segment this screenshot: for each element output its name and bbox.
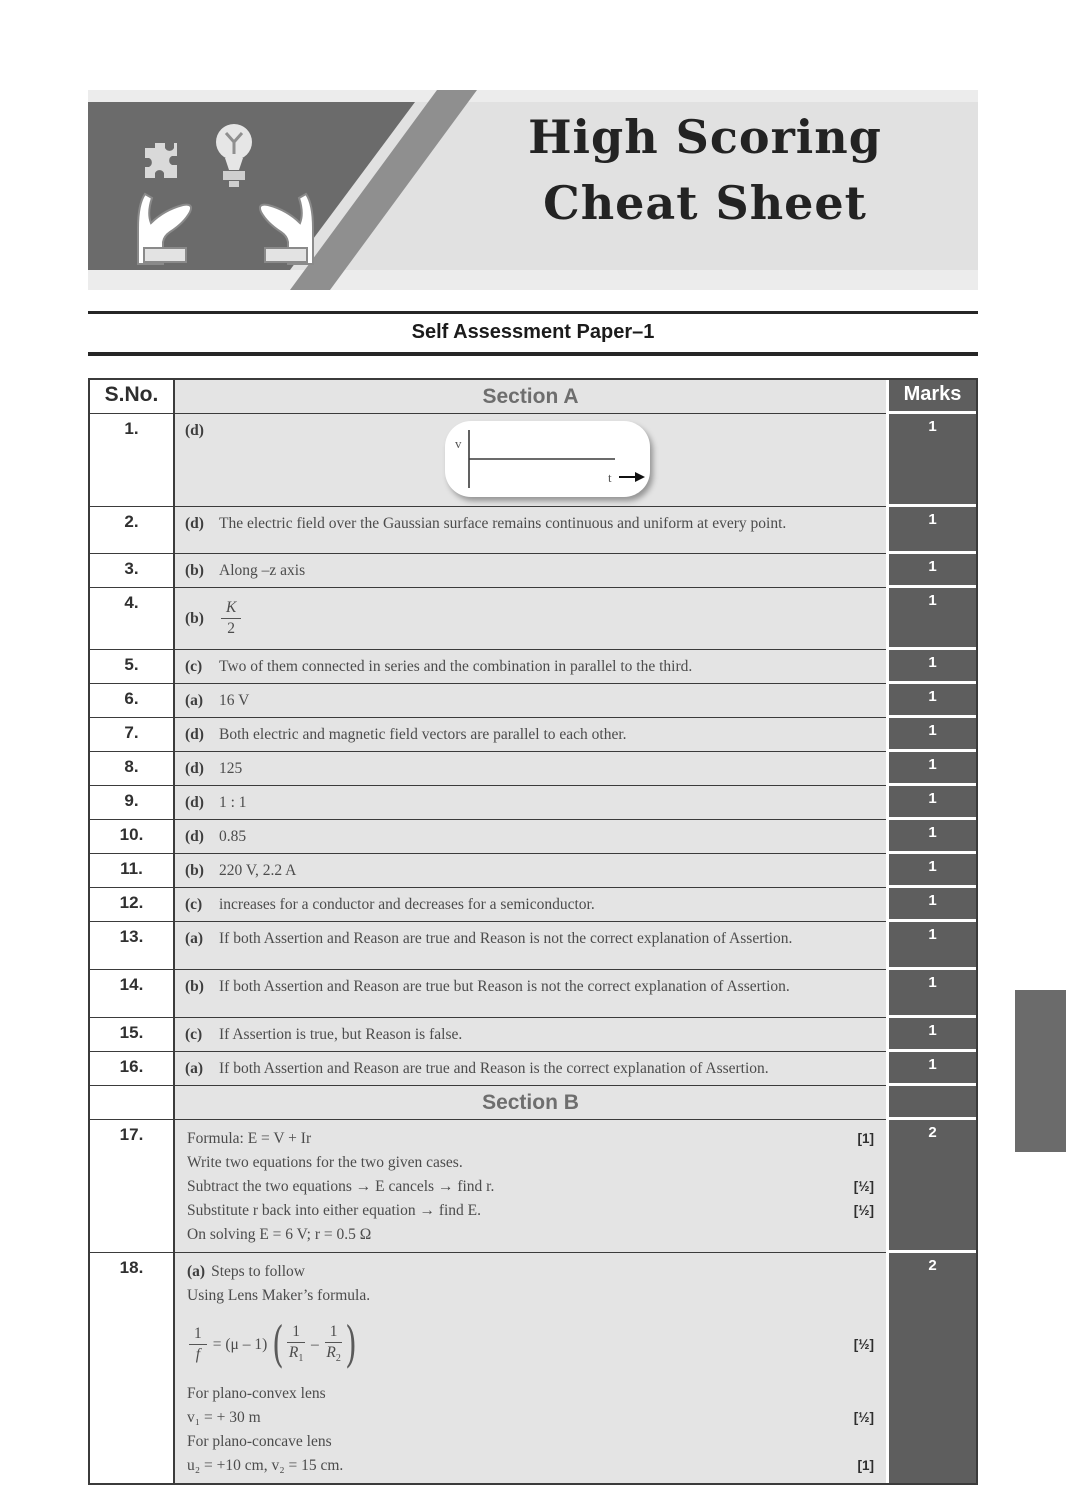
answer-text: Along –z axis [219,562,306,579]
answer-text: Both electric and magnetic field vectors are parallel to each other. [219,726,627,743]
answer-cell [175,970,886,1018]
answer-text: If both Assertion and Reason are true and Reason is the correct explanation of Assertion. [219,1060,769,1077]
header-banner [88,90,978,290]
row-number: 9. [90,786,175,820]
option-letter: (d) [185,726,204,743]
row-number: 1. [90,414,175,507]
answer-text: u₂ = +10 cm, v₂ = 15 cm. [187,1456,344,1474]
table-row [90,554,976,588]
answer-text: Two of them connected in series and the combination in parallel to the third. [219,658,693,675]
step-mark: [½] [853,1409,874,1425]
header-marks: Marks [886,380,976,414]
option-letter: (a) [185,930,204,947]
answer-text: 0.85 [219,828,247,845]
row-number [90,1086,175,1120]
table-row [90,414,976,507]
answer-text: For plano-convex lens [187,1384,326,1402]
answer-cell [175,1052,886,1086]
answer-text: If both Assertion and Reason are true but Reason is not the correct explanation of Assertion. [219,978,790,995]
row-number: 13. [90,922,175,970]
option-letter: (d) [185,422,204,439]
row-number: 11. [90,854,175,888]
table-row [90,970,976,1018]
table-row [90,1018,976,1052]
answer-cell [175,1018,886,1052]
table-row [90,588,976,650]
marks-cell: 1 [886,970,976,1018]
marks-cell: 2 [886,1253,976,1483]
svg-text:t: t [608,470,612,485]
answer-line [187,1453,874,1477]
answer-text: Using Lens Maker’s formula. [187,1286,371,1304]
answer-text: If both Assertion and Reason are true and Reason is not the correct explanation of Assertion. [219,930,793,947]
table-row [90,1253,976,1483]
answer-text: 16 V [219,692,250,709]
answer-text: 1 : 1 [219,794,247,811]
answer-table-rows [90,414,976,1483]
option-letter: (b) [185,562,204,579]
fraction: $\frac{1}{f}$ [189,1325,207,1364]
row-number: 14. [90,970,175,1018]
marks-cell: 1 [886,507,976,554]
header-sno: S.No. [90,380,175,414]
option-letter: (a) [185,1060,204,1077]
answer-text: Write two equations for the two given cases. [187,1153,463,1171]
marks-cell: 1 [886,718,976,752]
table-row [90,507,976,554]
answer-line [187,1429,874,1453]
table-row [90,786,976,820]
row-number: 7. [90,718,175,752]
answer-text: Substitute r back into either equation → find E. [187,1201,482,1219]
answer-cell [175,554,886,588]
page-title [432,104,978,236]
lightbulb-icon [208,120,260,194]
answer-cell [175,752,886,786]
answer-cell [175,1120,886,1253]
marks-cell: 1 [886,588,976,650]
answer-line [187,1198,874,1222]
option-letter: (a) [187,1262,206,1280]
marks-cell: 1 [886,922,976,970]
option-letter: (c) [185,896,203,913]
answer-text: 220 V, 2.2 A [219,862,297,879]
answer-text: Subtract the two equations → E cancels → find r. [187,1177,495,1195]
answer-text: Steps to follow [211,1262,305,1280]
row-number: 10. [90,820,175,854]
marks-cell: 1 [886,752,976,786]
table-row [90,922,976,970]
marks-cell: 1 [886,786,976,820]
answer-cell [175,718,886,752]
table-row [90,854,976,888]
fraction: $\frac{1}{R_1}$ [288,1323,304,1365]
svg-text:v: v [455,436,462,451]
marks-cell: 1 [886,414,976,507]
table-row [90,752,976,786]
answer-table [88,378,978,1485]
option-letter: (d) [185,828,204,845]
paper-subtitle: Self Assessment Paper–1 [411,321,655,343]
row-number: 12. [90,888,175,922]
subtitle-rule-bottom [88,352,978,356]
answer-line [187,1283,874,1307]
marks-cell: 1 [886,1018,976,1052]
page-edge-tab [1015,990,1066,1152]
answer-line [187,1381,874,1405]
open-hand-right-icon [228,186,323,266]
puzzle-icon [138,136,184,182]
option-letter: (c) [185,1026,203,1043]
step-mark: [½] [853,1178,874,1194]
marks-cell: 1 [886,554,976,588]
answer-line [187,1126,874,1150]
answer-text: If Assertion is true, but Reason is false. [219,1026,463,1043]
subtitle-block [88,311,978,356]
row-number: 16. [90,1052,175,1086]
answer-cell [175,888,886,922]
marks-cell: 1 [886,820,976,854]
marks-cell: 1 [886,888,976,922]
marks-cell: 1 [886,684,976,718]
answer-cell [175,507,886,554]
table-header-row [90,380,976,414]
answer-cell [175,588,886,650]
option-letter: (c) [185,658,203,675]
answer-cell [175,684,886,718]
option-letter: (a) [185,692,204,709]
option-letter: (b) [185,610,204,627]
marks-cell: 1 [886,650,976,684]
row-number: 17. [90,1120,175,1253]
velocity-time-graph [445,421,650,497]
answer-line [187,1174,874,1198]
row-number: 3. [90,554,175,588]
option-letter: (d) [185,794,204,811]
section-b-label: Section B [175,1086,886,1120]
fraction: $\frac{K}{2}$ [221,599,241,638]
answer-cell [175,414,886,507]
open-hand-left-icon [128,186,223,266]
answer-text: The electric field over the Gaussian surface remains continuous and uniform at every point. [219,515,787,532]
answer-cell [175,820,886,854]
step-mark: [1] [857,1457,874,1473]
section-header-row [90,1086,976,1120]
answer-cell [175,922,886,970]
row-number: 4. [90,588,175,650]
answer-cell [175,786,886,820]
header-section-a: Section A [175,380,886,414]
fraction: $\frac{1}{R_2}$ [326,1323,341,1365]
answer-line: $\frac{1}{f}$ = (μ – 1) ( $\frac{1}{R_1}$ – $\frac{1}{R_2}$ ) [½] [187,1313,874,1375]
table-row [90,1120,976,1253]
answer-text: 125 [219,760,243,777]
answer-text: For plano-concave lens [187,1432,332,1450]
answer-cell [175,1253,886,1483]
step-mark: [½] [853,1202,874,1218]
answer-line [187,1150,874,1174]
step-mark: [1] [857,1130,874,1146]
answer-cell [175,650,886,684]
row-number: 6. [90,684,175,718]
row-number: 2. [90,507,175,554]
table-row [90,888,976,922]
answer-line [187,1222,874,1246]
row-number: 15. [90,1018,175,1052]
page-title-line2: Cheat Sheet [543,176,867,230]
marks-cell: 1 [886,854,976,888]
row-number: 18. [90,1253,175,1483]
option-letter: (d) [185,515,204,532]
table-row [90,650,976,684]
marks-cell: 2 [886,1120,976,1253]
table-row [90,820,976,854]
step-mark: [½] [853,1336,874,1352]
answer-text: increases for a conductor and decreases for a semiconductor. [219,896,595,913]
marks-cell: 1 [886,1052,976,1086]
row-number: 5. [90,650,175,684]
answer-text: v₁ = + 30 m [187,1408,261,1426]
page-title-line1: High Scoring [528,110,882,164]
option-letter: (b) [185,978,204,995]
answer-line [187,1259,874,1283]
answer-text: Formula: E = V + Ir [187,1129,312,1147]
option-letter: (d) [185,760,204,777]
answer-line [187,1405,874,1429]
table-row [90,718,976,752]
answer-text: On solving E = 6 V; r = 0.5 Ω [187,1225,372,1243]
table-row [90,1052,976,1086]
row-number: 8. [90,752,175,786]
option-letter: (b) [185,862,204,879]
answer-cell [175,854,886,888]
table-row [90,684,976,718]
marks-cell [886,1086,976,1120]
